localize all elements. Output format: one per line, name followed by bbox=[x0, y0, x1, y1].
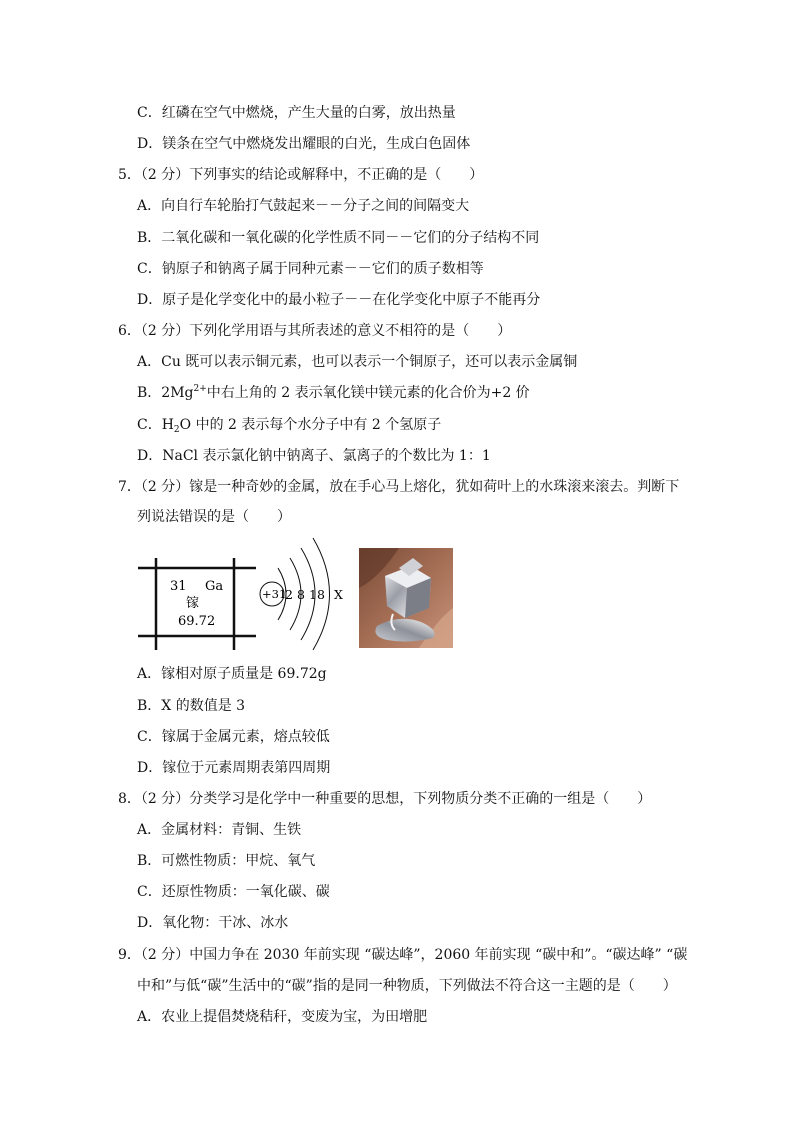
q5-option-b: B．二氧化碳和一氧化碳的化学性质不同－－它们的分子结构不同 bbox=[137, 230, 540, 246]
q6-option-c-post: O 中的 2 表示每个水分子中有 2 个氢原子 bbox=[179, 417, 442, 433]
q6-option-b-post: 中右上角的 2 表示氧化镁中镁元素的化合价为+2 价 bbox=[206, 385, 530, 401]
q6-stem: 6．（2 分）下列化学用语与其所表述的意义不相符的是（ ） bbox=[118, 323, 512, 339]
q5-option-c: C．钠原子和钠离子属于同种元素－－它们的质子数相等 bbox=[137, 261, 484, 277]
q8-stem: 8．（2 分）分类学习是化学中一种重要的思想，下列物质分类不正确的一组是（ ） bbox=[118, 791, 652, 807]
q8-option-c: C．还原性物质：一氧化碳、碳 bbox=[137, 884, 330, 900]
q8-option-d: D．氧化物：干冰、冰水 bbox=[137, 915, 289, 931]
q6-option-a: A．Cu 既可以表示铜元素，也可以表示一个铜原子，还可以表示金属铜 bbox=[137, 354, 578, 370]
q6-option-d: D．NaCl 表示氯化钠中钠离子、氯离子的个数比为 1：1 bbox=[137, 448, 491, 464]
q4-option-c: C．红磷在空气中燃烧，产生大量的白雾，放出热量 bbox=[137, 105, 456, 121]
q9-stem-line1: 9．（2 分）中国力争在 2030 年前实现 “碳达峰”，2060 年前实现 “碳中和”。“碳达峰” “碳 bbox=[118, 947, 688, 963]
q7-stem-line2: 列说法错误的是（ ） bbox=[137, 509, 291, 525]
shell-4-electrons: X bbox=[334, 587, 343, 602]
cell-atomic-mass: 69.72 bbox=[178, 614, 216, 629]
q5-stem: 5．（2 分）下列事实的结论或解释中，不正确的是（ ） bbox=[118, 167, 484, 183]
gallium-figure bbox=[138, 536, 358, 658]
cell-atomic-number: 31 bbox=[170, 579, 187, 594]
q6-option-b-pre: B．2Mg bbox=[137, 385, 194, 401]
q7-option-b: B．X 的数值是 3 bbox=[137, 698, 246, 714]
q8-option-b: B．可燃性物质：甲烷、氧气 bbox=[137, 853, 316, 869]
cell-element-name: 镓 bbox=[186, 596, 200, 611]
shell-1-electrons: 2 bbox=[285, 587, 293, 602]
q5-option-d: D．原子是化学变化中的最小粒子－－在化学变化中原子不能再分 bbox=[137, 292, 541, 308]
q6-option-c-pre: C．H bbox=[137, 417, 174, 433]
q4-option-d: D．镁条在空气中燃烧发出耀眼的白光，生成白色固体 bbox=[137, 136, 471, 152]
cell-symbol: Ga bbox=[205, 579, 224, 594]
q7-option-d: D．镓位于元素周期表第四周期 bbox=[137, 760, 331, 776]
nucleus-charge: +31 bbox=[262, 587, 287, 601]
shell-3-electrons: 18 bbox=[309, 587, 325, 602]
shell-2-electrons: 8 bbox=[297, 587, 305, 602]
q6-option-c-subscript: 2 bbox=[173, 425, 180, 435]
gallium-photo bbox=[359, 548, 453, 648]
q6-option-c bbox=[137, 415, 441, 435]
q6-option-b-charge: 2+ bbox=[193, 384, 207, 394]
q9-option-a: A．农业上提倡焚烧秸秆，变废为宝，为田增肥 bbox=[137, 1009, 428, 1025]
q7-stem-line1: 7．（2 分）镓是一种奇妙的金属，放在手心马上熔化，犹如荷叶上的水珠滚来滚去。判断下 bbox=[118, 479, 680, 495]
q7-option-c: C．镓属于金属元素，熔点较低 bbox=[137, 729, 330, 745]
q6-option-b bbox=[137, 383, 530, 403]
q7-option-a: A．镓相对原子质量是 69.72g bbox=[137, 666, 327, 682]
q9-stem-line2: 中和”与低“碳”生活中的“碳”指的是同一种物质，下列做法不符合这一主题的是（ ） bbox=[137, 978, 677, 994]
q8-option-a: A．金属材料：青铜、生铁 bbox=[137, 822, 302, 838]
q5-option-a: A．向自行车轮胎打气鼓起来－－分子之间的间隔变大 bbox=[137, 198, 470, 214]
